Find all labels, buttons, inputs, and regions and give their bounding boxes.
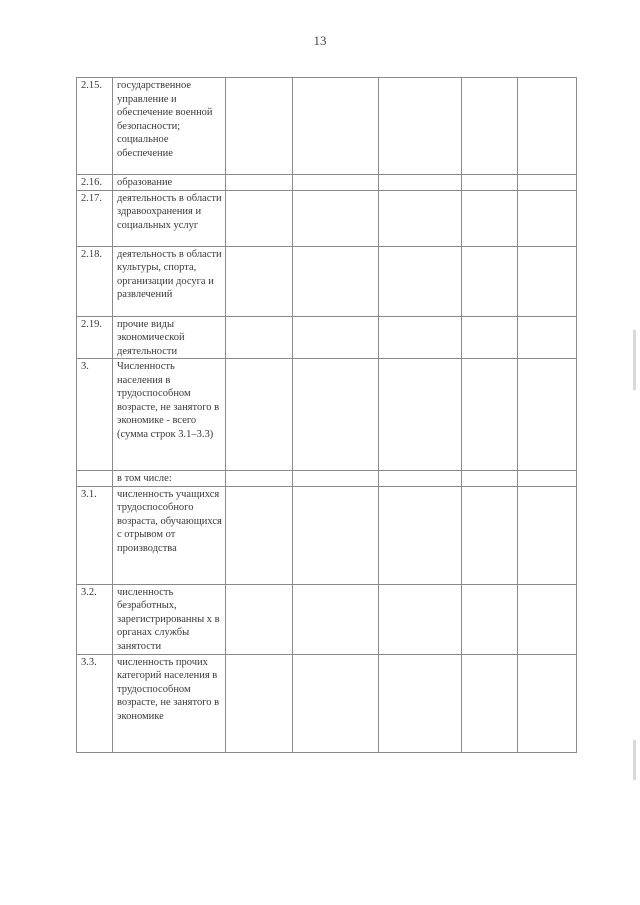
- empty-cell: [226, 246, 293, 316]
- empty-cell: [462, 246, 518, 316]
- table-row: [77, 359, 577, 471]
- empty-cell: [518, 316, 577, 359]
- empty-cell: [293, 486, 379, 584]
- row-label: численность прочих категорий населения в трудоспособном возрасте, не занятого в экономике: [113, 654, 226, 752]
- empty-cell: [518, 78, 577, 175]
- empty-cell: [293, 78, 379, 175]
- empty-cell: [518, 654, 577, 752]
- empty-cell: [226, 190, 293, 246]
- statistics-table: [76, 77, 577, 753]
- table-row: [77, 316, 577, 359]
- empty-cell: [462, 654, 518, 752]
- row-label: деятельность в области культуры, спорта, организации досуга и развлечений: [113, 246, 226, 316]
- table-row: [77, 486, 577, 584]
- empty-cell: [518, 486, 577, 584]
- empty-cell: [379, 584, 462, 654]
- row-number: 3.3.: [77, 654, 113, 752]
- empty-cell: [226, 78, 293, 175]
- row-label: деятельность в области здравоохранения и социальных услуг: [113, 190, 226, 246]
- page-number: 13: [313, 33, 327, 48]
- empty-cell: [379, 471, 462, 487]
- row-label: государственное управление и обеспечение военной безопасности; социальное обеспечение: [113, 78, 226, 175]
- empty-cell: [462, 316, 518, 359]
- empty-cell: [462, 175, 518, 191]
- empty-cell: [293, 654, 379, 752]
- table-row: [77, 584, 577, 654]
- row-label: образование: [113, 175, 226, 191]
- empty-cell: [293, 316, 379, 359]
- empty-cell: [226, 316, 293, 359]
- empty-cell: [518, 190, 577, 246]
- empty-cell: [226, 175, 293, 191]
- empty-cell: [226, 584, 293, 654]
- empty-cell: [518, 246, 577, 316]
- empty-cell: [518, 584, 577, 654]
- empty-cell: [462, 471, 518, 487]
- table-row: [77, 471, 577, 487]
- empty-cell: [226, 654, 293, 752]
- empty-cell: [293, 359, 379, 471]
- row-number: 2.19.: [77, 316, 113, 359]
- empty-cell: [518, 175, 577, 191]
- empty-cell: [379, 654, 462, 752]
- empty-cell: [293, 246, 379, 316]
- row-number: 2.18.: [77, 246, 113, 316]
- row-number: 3.1.: [77, 486, 113, 584]
- scan-edge-mark: [633, 330, 636, 390]
- table-row: [77, 175, 577, 191]
- empty-cell: [293, 584, 379, 654]
- empty-cell: [462, 486, 518, 584]
- row-number: 2.16.: [77, 175, 113, 191]
- table-row: [77, 190, 577, 246]
- empty-cell: [293, 175, 379, 191]
- empty-cell: [462, 584, 518, 654]
- empty-cell: [518, 359, 577, 471]
- table-row: [77, 246, 577, 316]
- row-number: 3.: [77, 359, 113, 471]
- empty-cell: [518, 471, 577, 487]
- empty-cell: [226, 471, 293, 487]
- empty-cell: [462, 359, 518, 471]
- row-number: 3.2.: [77, 584, 113, 654]
- empty-cell: [462, 78, 518, 175]
- empty-cell: [379, 486, 462, 584]
- scan-edge-mark: [633, 740, 636, 780]
- row-label: прочие виды экономической деятельности: [113, 316, 226, 359]
- row-label: численность безработных, зарегистрированны х в органах службы занятости: [113, 584, 226, 654]
- table-row: [77, 654, 577, 752]
- row-number: 2.17.: [77, 190, 113, 246]
- row-label: численность учащихся трудоспособного возраста, обучающихся с отрывом от производства: [113, 486, 226, 584]
- empty-cell: [293, 471, 379, 487]
- empty-cell: [379, 246, 462, 316]
- empty-cell: [379, 78, 462, 175]
- empty-cell: [379, 316, 462, 359]
- row-label: Численность населения в трудоспособном возрасте, не занятого в экономике - всего (сумма строк 3.1–3.3): [113, 359, 226, 471]
- row-number: [77, 471, 113, 487]
- empty-cell: [226, 486, 293, 584]
- empty-cell: [462, 190, 518, 246]
- empty-cell: [379, 175, 462, 191]
- row-label: в том числе:: [113, 471, 226, 487]
- empty-cell: [293, 190, 379, 246]
- row-number: 2.15.: [77, 78, 113, 175]
- empty-cell: [379, 359, 462, 471]
- table-row: [77, 78, 577, 175]
- empty-cell: [226, 359, 293, 471]
- empty-cell: [379, 190, 462, 246]
